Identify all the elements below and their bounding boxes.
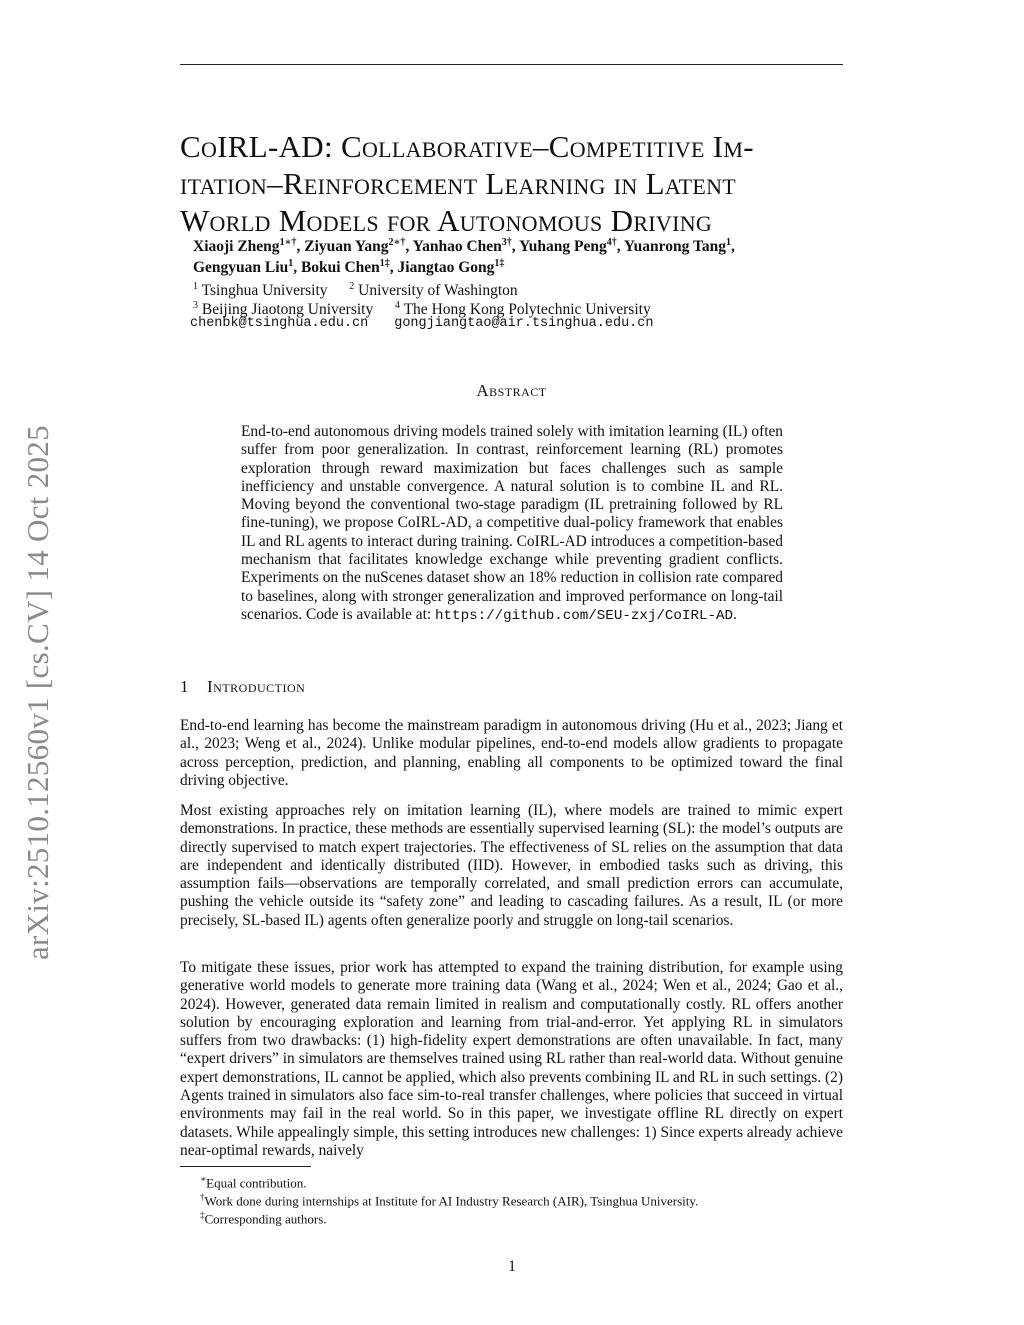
- email: gongjiangtao@air.tsinghua.edu.cn: [394, 316, 654, 331]
- affiliation: The Hong Kong Polytechnic University: [403, 301, 651, 319]
- affiliation: Beijing Jiaotong University: [201, 301, 374, 319]
- paragraph: To mitigate these issues, prior work has attempted to expand the training distribution, for example using generative world models to generate more training data (Wang et al., 2024; Wen et al., 2024; Gao et al., 2024). However, generated data remain limited in realism and computationally costly. RL offers another solution by encouraging exploration and learning from trial-and-error. Yet applying RL in simulators suffers from two drawbacks: (1) high-fidelity expert demonstrations are often unavailable. In fact, many “expert drivers” in simulators are themselves trained using RL rather than real-world data. Without genuine expert demonstrations, IL cannot be applied, which also prevents combining IL and RL in such settings. (2) Agents trained in simulators also face sim-to-real transfer challenges, where policies that succeed in virtual environments may fail in the real world. So in this paper, we investigate offline RL directly on expert datasets. While appealingly simple, this setting introduces new challenges: 1) Since experts already achieve near-optimal rewards, naively: [180, 959, 843, 1159]
- abstract-heading: Abstract: [476, 381, 547, 400]
- emails: [190, 316, 679, 331]
- paragraph: End-to-end learning has become the mainstream paradigm in autonomous driving (Hu et al., 2023; Jiang et al., 2023; Weng et al., 2024). Unlike modular pipelines, end-to-end models allow gradients to propagate across perception, prediction, and planning, enabling all components to be optimized toward the final driving objective.: [180, 717, 843, 789]
- author-list: [193, 236, 833, 278]
- affiliation: Tsinghua University: [201, 282, 328, 300]
- footnote: ‡Corresponding authors.: [200, 1210, 327, 1227]
- arxiv-sidebar-stamp: arXiv:2510.12560v1 [cs.CV] 14 Oct 2025: [20, 425, 55, 960]
- authors-line-2: Gengyuan Liu$^1$, Bokui Chen$^{1\ddagger}$, Jiangtao Gong$^{1\ddagger}$: [193, 257, 505, 276]
- affiliations-row-2: $^3$ Beijing Jiaotong University $^4$ The Hong Kong Polytechnic University: [193, 300, 651, 319]
- code-link[interactable]: https://github.com/SEU-zxj/CoIRL-AD: [435, 607, 734, 624]
- author: Bokui Chen$^{1\ddagger}$: [300, 257, 390, 276]
- author: Jiangtao Gong$^{1\ddagger}$: [397, 257, 505, 276]
- author: Yanhao Chen$^{3\dagger}$: [412, 236, 512, 255]
- paper-title: [180, 128, 843, 239]
- affiliations-row-1: $^1$ Tsinghua University $^2$ University of Washington: [193, 281, 518, 300]
- section-heading: 1 Introduction: [180, 677, 306, 696]
- abstract-body: End-to-end autonomous driving models trained solely with imitation learning (IL) often suffer from poor generalization. In contrast, reinforcement learning (RL) promotes exploration through reward maximization but faces challenges such as sample inefficiency and unstable convergence. A natural solution is to combine IL and RL. Moving beyond the conventional two-stage paradigm (IL pretraining followed by RL fine-tuning), we propose CoIRL-AD, a competitive dual-policy framework that enables IL and RL agents to interact during training. CoIRL-AD introduces a competition-based mechanism that facilitates knowledge exchange while preventing gradient conflicts. Experiments on the nuScenes dataset show an 18% reduction in collision rate compared to baselines, along with stronger generalization and improved performance on long-tail scenarios. Code is available at: https://github.com/SEU-zxj/CoIRL-AD.: [241, 423, 783, 624]
- author: Xiaoji Zheng$^{1∗\dagger}$: [193, 236, 297, 255]
- email: chenbk@tsinghua.edu.cn: [190, 316, 369, 331]
- top-rule: [180, 64, 843, 65]
- author: Yuhang Peng$^{4\dagger}$: [518, 236, 617, 255]
- footnote-rule: [180, 1166, 311, 1167]
- footnote: ∗Equal contribution.: [200, 1174, 307, 1191]
- author: Yuanrong Tang$^1$: [623, 236, 732, 255]
- authors-line-1: Xiaoji Zheng$^{1∗\dagger}$, Ziyuan Yang$^{2∗\dagger}$, Yanhao Chen$^{3\dagger}$, Yuhang Peng$^{4\dagger}$, Yuanrong Tang$^1$,: [193, 236, 735, 255]
- paragraph: Most existing approaches rely on imitation learning (IL), where models are trained to mimic expert demonstrations. In practice, these methods are essentially supervised learning (SL): the model’s outputs are directly supervised to match expert trajectories. The effectiveness of SL relies on the assumption that data are independent and identically distributed (IID). However, in embodied tasks such as driving, this assumption fails—observations are temporally correlated, and small prediction errors can accumulate, pushing the vehicle outside its “safety zone” and leading to cascading failures. As a result, IL (or more precisely, SL-based IL) agents often generalize poorly and struggle on long-tail scenarios.: [180, 802, 843, 929]
- title-line-1: CoIRL-AD: Collaborative–Competitive Im-: [180, 129, 754, 164]
- title-line-2: itation–Reinforcement Learning in Latent: [180, 166, 737, 201]
- author: Ziyuan Yang$^{2∗\dagger}$: [304, 236, 406, 255]
- page-number: 1: [508, 1258, 516, 1275]
- author: Gengyuan Liu$^1$: [193, 257, 294, 276]
- footnote: †Work done during internships at Institute for AI Industry Research (AIR), Tsinghua University.: [200, 1192, 699, 1209]
- title-line-3: World Models for Autonomous Driving: [180, 203, 713, 238]
- affiliation: University of Washington: [358, 282, 518, 300]
